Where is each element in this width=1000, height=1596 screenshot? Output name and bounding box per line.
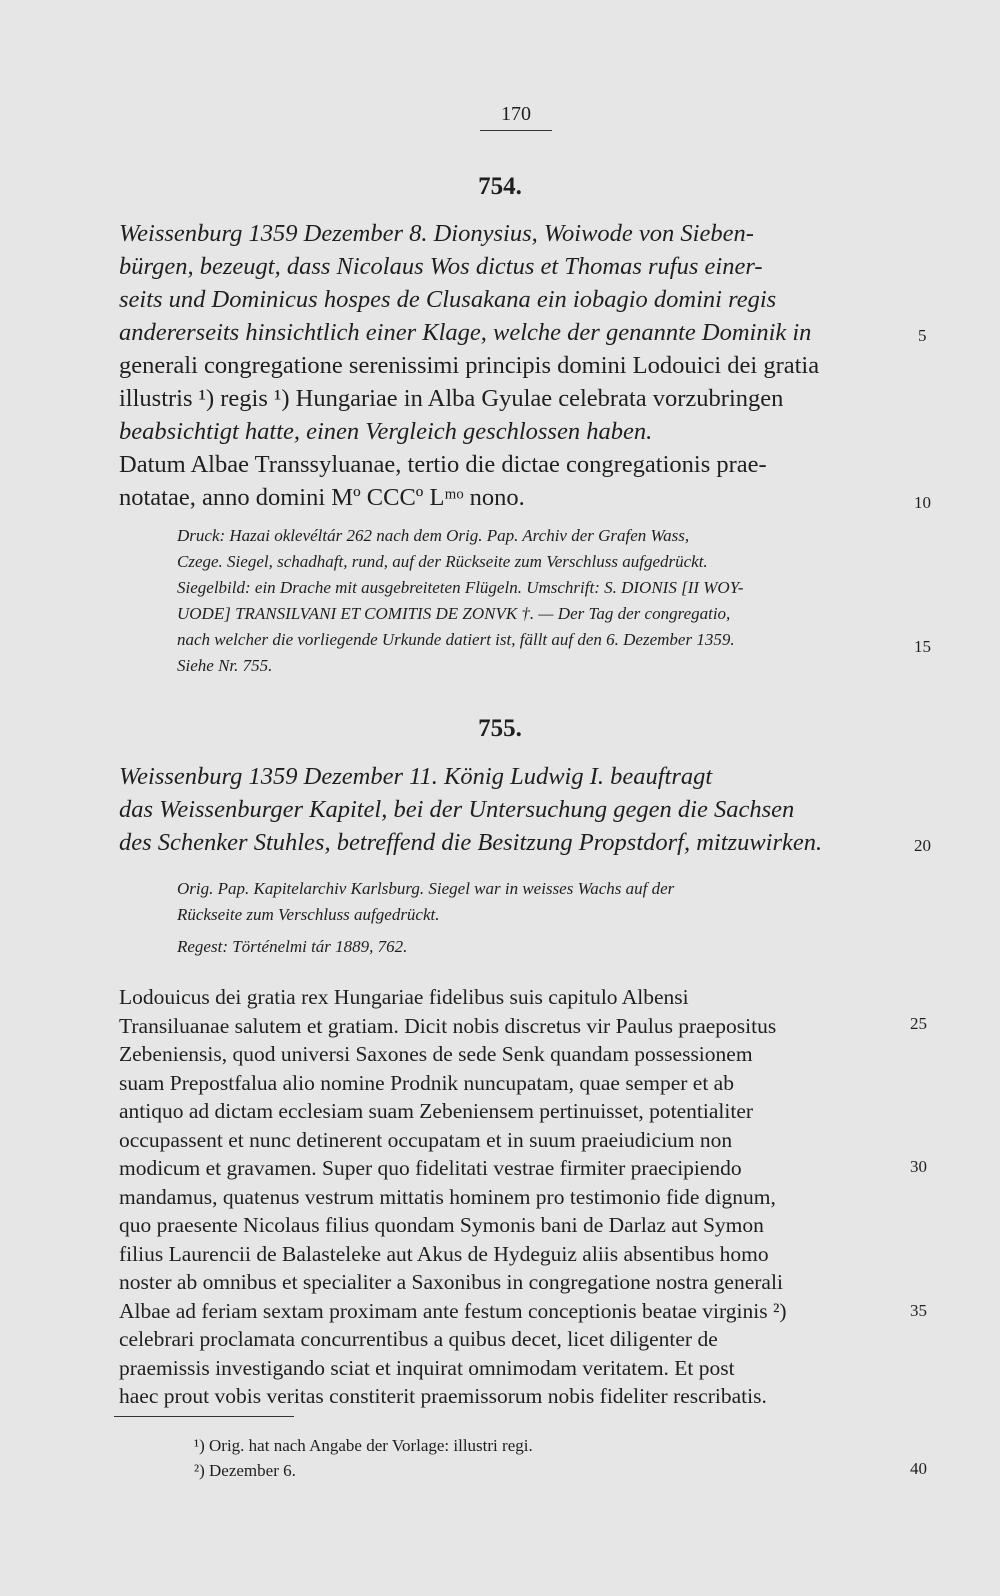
- footnote-rule: [114, 1416, 294, 1417]
- body-line: praemissis investigando sciat et inquirat omnimodam veritatem. Et post: [119, 1355, 735, 1380]
- footnote-2: ²) Dezember 6.: [194, 1461, 296, 1480]
- line-number: 40: [910, 1459, 927, 1478]
- doc754-summary: [119, 217, 899, 514]
- body-line: haec prout vobis veritas constiterit praemissorum nobis fideliter rescribatis.: [119, 1384, 767, 1408]
- doc754-summary-line: seits und Dominicus hospes de Clusakana ein iobagio domini regis: [119, 286, 777, 313]
- note-line: Druck: Hazai oklevéltár 262 nach dem Orig. Pap. Archiv der Grafen Wass,: [177, 526, 690, 545]
- doc755-summary: [119, 760, 899, 859]
- body-line: noster ab omnibus et specialiter a Saxonibus in congregatione nostra generali: [119, 1270, 783, 1294]
- doc755-regest: [177, 934, 897, 960]
- body-line: quo praesente Nicolaus filius quondam Symonis bani de Darlaz aut Symon: [119, 1213, 764, 1237]
- note-line: Siehe Nr. 755.: [177, 656, 273, 675]
- note-line: Orig. Pap. Kapitelarchiv Karlsburg. Siegel war in weisses Wachs auf der: [177, 879, 675, 898]
- page-number: 170: [480, 103, 552, 131]
- body-line: modicum et gravamen. Super quo fidelitati vestrae firmiter praecipiendo: [119, 1156, 742, 1180]
- body-line: Lodouicus dei gratia rex Hungariae fidelibus suis capitulo Albensi: [119, 985, 689, 1009]
- body-line: antiquo ad dictam ecclesiam suam Zebeniensem pertinuisset, potentialiter: [119, 1099, 754, 1123]
- line-number: 30: [910, 1157, 927, 1176]
- doc754-summary-line: generali congregatione serenissimi principis domini Lodouici dei gratia: [119, 352, 820, 379]
- line-number: 10: [914, 493, 931, 512]
- doc755-apparatus-note: [177, 876, 897, 928]
- note-line: nach welcher die vorliegende Urkunde datiert ist, fällt auf den 6. Dezember 1359.: [177, 630, 735, 649]
- line-number: 5: [918, 326, 927, 345]
- body-line: mandamus, quatenus vestrum mittatis hominem pro testimonio fide dignum,: [119, 1184, 776, 1209]
- doc754-summary-line: illustris ¹) regis ¹) Hungariae in Alba Gyulae celebrata vorzubringen: [119, 385, 784, 412]
- body-line: occupassent et nunc detinerent occupatam et in suum praeiudicium non: [119, 1127, 733, 1152]
- doc755-summary-line: das Weissenburger Kapitel, bei der Untersuchung gegen die Sachsen: [119, 796, 795, 823]
- doc754-summary-line: bürgen, bezeugt, dass Nicolaus Wos dictus et Thomas rufus einer-: [119, 253, 763, 280]
- body-line: Transiluanae salutem et gratiam. Dicit nobis discretus vir Paulus praepositus: [119, 1013, 777, 1038]
- doc754-dating-line: notatae, anno domini Mº CCCº Lᵐᵒ nono.: [119, 484, 525, 511]
- line-number: 15: [914, 637, 931, 656]
- doc754-dating-line: Datum Albae Transsyluanae, tertio die dictae congregationis prae-: [119, 451, 767, 478]
- note-line: Czege. Siegel, schadhaft, rund, auf der Rückseite zum Verschluss aufgedrückt.: [177, 552, 708, 571]
- note-line: Siegelbild: ein Drache mit ausgebreiteten Flügeln. Umschrift: S. DIONIS [II WOY-: [177, 578, 744, 597]
- body-line: celebrari proclamata concurrentibus a quibus decet, licet diligenter de: [119, 1327, 718, 1351]
- document-number-755: 755.: [478, 715, 522, 742]
- document-number-754: 754.: [478, 173, 522, 200]
- doc754-summary-line: andererseits hinsichtlich einer Klage, welche der genannte Dominik in: [119, 319, 812, 346]
- doc755-body-text: [119, 983, 899, 1411]
- doc754-apparatus-note: [177, 523, 897, 679]
- note-line: UODE] TRANSILVANI ET COMITIS DE ZONVK †. — Der Tag der congregatio,: [177, 604, 731, 623]
- line-number: 35: [910, 1301, 927, 1320]
- doc755-summary-line: Weissenburg 1359 Dezember 11. König Ludwig I. beauftragt: [119, 763, 713, 790]
- body-line: suam Prepostfalua alio nomine Prodnik nuncupatam, quae semper et ab: [119, 1070, 734, 1095]
- doc755-summary-line: des Schenker Stuhles, betreffend die Besitzung Propstdorf, mitzuwirken.: [119, 829, 823, 856]
- doc754-summary-line: Weissenburg 1359 Dezember 8. Dionysius, Woiwode von Sieben-: [119, 220, 754, 247]
- body-line: filius Laurencii de Balasteleke aut Akus de Hydeguiz aliis absentibus homo: [119, 1241, 769, 1266]
- footnote-1: ¹) Orig. hat nach Angabe der Vorlage: illustri regi.: [194, 1436, 533, 1455]
- line-number: 25: [910, 1014, 927, 1033]
- note-line: Rückseite zum Verschluss aufgedrückt.: [177, 905, 440, 924]
- line-number: 20: [914, 836, 931, 855]
- body-line: Zebeniensis, quod universi Saxones de sede Senk quandam possessionem: [119, 1042, 753, 1066]
- doc754-summary-line: beabsichtigt hatte, einen Vergleich geschlossen haben.: [119, 418, 653, 445]
- body-line: Albae ad feriam sextam proximam ante festum conceptionis beatae virginis ²): [119, 1298, 787, 1323]
- regest-line: Regest: Történelmi tár 1889, 762.: [177, 937, 408, 956]
